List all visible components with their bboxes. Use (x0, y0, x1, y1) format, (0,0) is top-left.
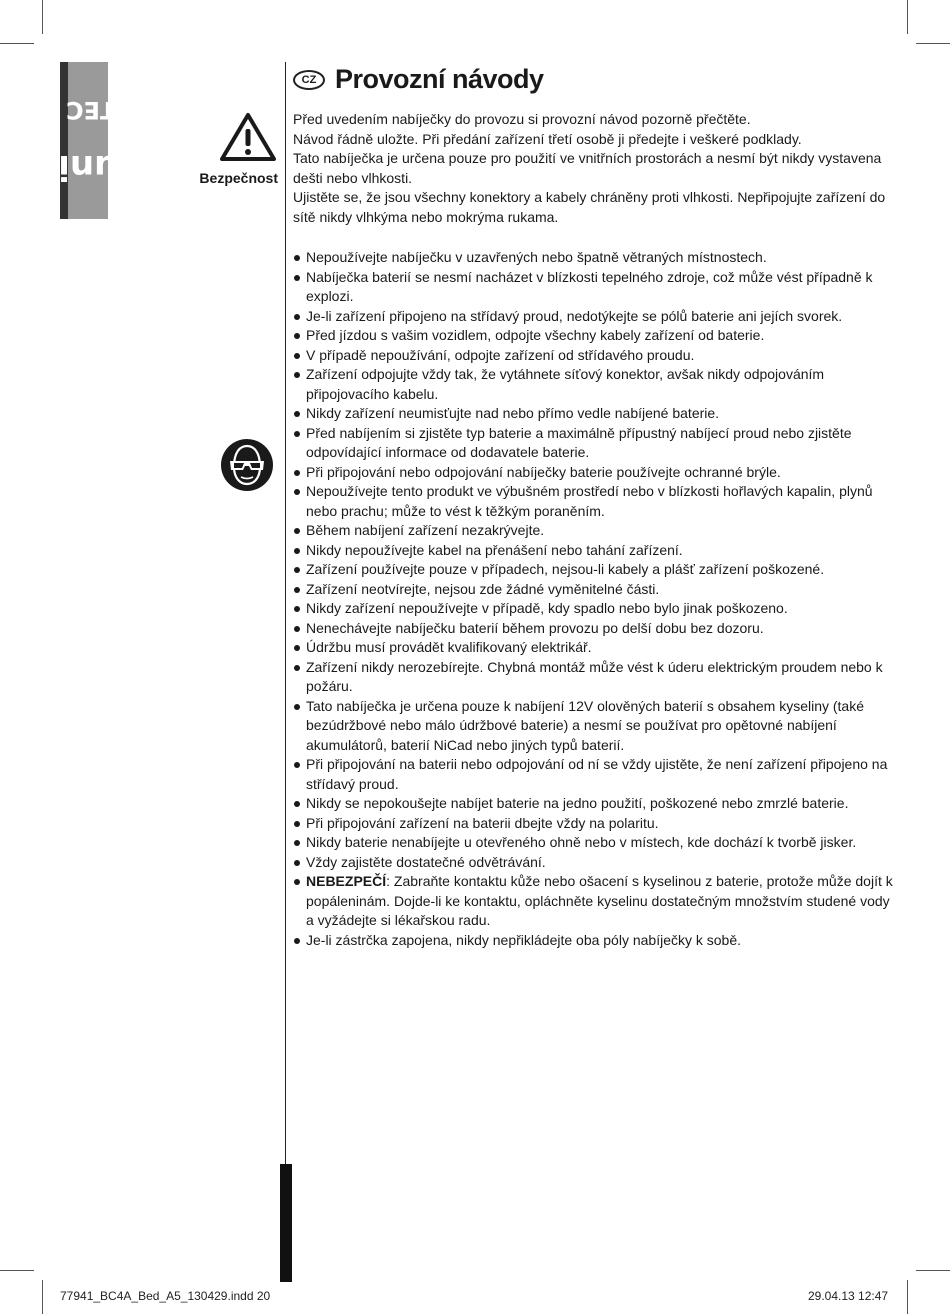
crop-mark (916, 43, 950, 44)
intro-paragraph: Tato nabíječka je určena pouze pro použití ve vnitřních prostorách a nesmí být nikdy vystavena dešti nebo vlhkosti. (293, 150, 882, 186)
list-item: Nikdy se nepokoušejte nabíjet baterie na jedno použití, poškozené nebo zmrzlé baterie. (293, 794, 893, 814)
intro-paragraph: Návod řádně uložte. Při předání zařízení třetí osobě ji předejte i veškeré podklady. (293, 130, 802, 147)
list-item: Nikdy baterie nenabíjejte u otevřeného ohně nebo v místech, kde dochází k tvorbě jisker. (293, 833, 893, 853)
list-item: Vždy zajistěte dostatečné odvětrávání. (293, 853, 893, 873)
crop-mark (916, 1270, 950, 1271)
crop-mark (0, 1270, 34, 1271)
brand-uni: uni (57, 146, 119, 187)
intro-paragraph: Před uvedením nabíječky do provozu si provozní návod pozorně přečtěte. (293, 111, 751, 127)
crop-mark (907, 0, 908, 34)
list-item: Nikdy nepoužívejte kabel na přenášení nebo tahání zařízení. (293, 541, 893, 561)
list-item: Zařízení neotvírejte, nejsou zde žádné vyměnitelné části. (293, 580, 893, 600)
danger-list-item (293, 872, 893, 931)
language-badge: CZ (293, 70, 325, 90)
list-item: Před nabíjením si zjistěte typ baterie a maximálně přípustný nabíjecí proud nebo zjistěte odpovídající informace od dodavatele baterie. (293, 424, 893, 463)
warning-triangle-icon (219, 112, 277, 167)
list-item: Při připojování nebo odpojování nabíječky baterie používejte ochranné brýle. (293, 463, 893, 483)
brand-tec: TEC (65, 95, 117, 124)
list-item: Před jízdou s vašim vozidlem, odpojte všechny kabely zařízení od baterie. (293, 326, 893, 346)
intro-text (293, 110, 893, 227)
list-item: Zařízení používejte pouze v případech, nejsou-li kabely a plášť zařízení poškozené. (293, 560, 893, 580)
list-item: Nikdy zařízení nepoužívejte v případě, kdy spadlo nebo bylo jinak poškozeno. (293, 599, 893, 619)
list-item: Nenechávejte nabíječku baterií během provozu po delší dobu bez dozoru. (293, 619, 893, 639)
intro-paragraph: Ujistěte se, že jsou všechny konektory a kabely chráněny proti vlhkosti. Nepřipojujte zařízení do sítě nikdy vlhkýma nebo mokrýma rukama. (293, 189, 886, 225)
list-item: Údržbu musí provádět kvalifikovaný elektrikář. (293, 638, 893, 658)
list-item: Tato nabíječka je určena pouze k nabíjení 12V olověných baterií s obsahem kyseliny (také bezúdržbové nebo málo údržbové baterie) a nesmí se používat pro opětovné nabíjení akumulátorů, baterií NiCad nebo jiných typů baterií. (293, 697, 893, 756)
list-item: Při připojování zařízení na baterii dbejte vždy na polaritu. (293, 814, 893, 834)
column-divider (285, 62, 286, 1164)
crop-mark (0, 43, 34, 44)
crop-mark (42, 1280, 43, 1314)
list-item: Zařízení odpojujte vždy tak, že vytáhnete síťový konektor, avšak nikdy odpojováním připojovacího kabelu. (293, 365, 893, 404)
list-item: Je-li zástrčka zapojena, nikdy nepřikládejte oba póly nabíječky k sobě. (293, 931, 893, 951)
column-divider-thick (280, 1164, 292, 1282)
safety-bullet-list (293, 248, 893, 950)
list-item: Při připojování na baterii nebo odpojování od ní se vždy ujistěte, že není zařízení připojeno na střídavý proud. (293, 755, 893, 794)
list-item: Je-li zařízení připojeno na střídavý proud, nedotýkejte se pólů baterie ani jejích svorek. (293, 307, 893, 327)
list-item: Nabíječka baterií se nesmí nacházet v blízkosti tepelného zdroje, což může vést případně k explozi. (293, 268, 893, 307)
list-item: Nepoužívejte tento produkt ve výbušném prostředí nebo v blízkosti hořlavých kapalin, plynů nebo prachu; může to vést k těžkým poraněním. (293, 482, 893, 521)
footer-date: 29.04.13 12:47 (808, 1289, 889, 1303)
crop-mark (907, 1280, 908, 1314)
list-item: V případě nepoužívání, odpojte zařízení od střídavého proudu. (293, 346, 893, 366)
safety-label: Bezpečnost (199, 170, 278, 186)
safety-goggles-icon (220, 437, 274, 498)
page-header (293, 64, 544, 95)
danger-label: NEBEZPEČÍ (306, 873, 387, 889)
page-title: Provozní návody (335, 64, 544, 94)
list-item: Nikdy zařízení neumisťujte nad nebo přímo vedle nabíjené baterie. (293, 404, 893, 424)
list-item: Zařízení nikdy nerozebírejte. Chybná montáž může vést k úderu elektrickým proudem nebo k požáru. (293, 658, 893, 697)
list-item: Během nabíjení zařízení nezakrývejte. (293, 521, 893, 541)
brand-logo (57, 62, 119, 219)
danger-text: : Zabraňte kontaktu kůže nebo ošacení s kyselinou z baterie, protože může dojít k popáleninám. Dojde-li ke kontaktu, opláchněte kyselinu dostatečným množstvím studené vody a vyžádejte si lékařskou radu. (306, 873, 893, 928)
crop-mark (42, 0, 43, 34)
footer-filename: 77941_BC4A_Bed_A5_130429.indd 20 (60, 1289, 271, 1303)
list-item: Nepoužívejte nabíječku v uzavřených nebo špatně větraných místnostech. (293, 248, 893, 268)
